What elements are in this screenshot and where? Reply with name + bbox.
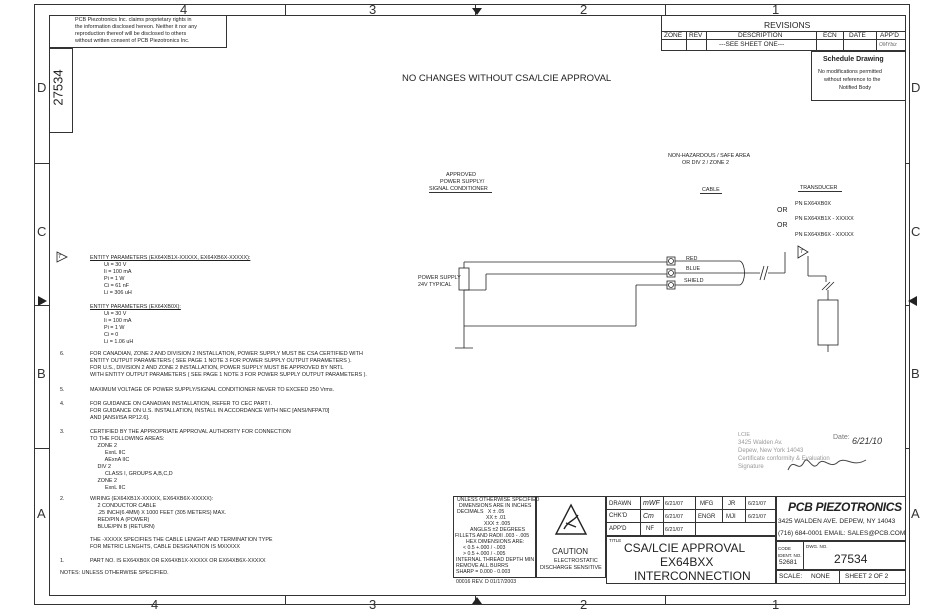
note3-line: DIV 2 xyxy=(90,464,111,470)
scale-label: SCALE: xyxy=(779,573,803,580)
sheet-label: SHEET 2 OF 2 xyxy=(845,573,889,580)
signature-scribble xyxy=(780,448,875,478)
stamp-date-label: Date: xyxy=(833,434,850,441)
zone-top-1: 1 xyxy=(772,2,780,17)
note6-line: FOR U.S., DIVISION 2 AND ZONE 2 INSTALLATION, POWER SUPPLY MUST BE APPROVED BY NRTL xyxy=(90,365,344,371)
rev-col-appd: APP'D xyxy=(880,32,899,39)
caution-line: ELECTROSTATIC xyxy=(554,558,598,564)
cable-label: CABLE xyxy=(702,187,720,193)
note6-line: ENTITY OUTPUT PARAMETERS ( SEE PAGE 1 NOTE 3 FOR POWER SUPPLY OUTPUT PARAMETERS ). xyxy=(90,358,352,364)
schedule-line: No modifications permitted xyxy=(818,69,882,75)
zone-bottom-1: 1 xyxy=(772,597,780,612)
pn-line: PN EX64XB1X - XXXXX xyxy=(795,216,854,222)
wire-blue: BLUE xyxy=(686,266,701,272)
side-dwg-number: 27534 xyxy=(50,69,66,106)
note4-line: FOR GUIDANCE ON U.S. INSTALLATION, INSTALL IN ACCORDANCE WITH NEC [ANSI/NFPA70] xyxy=(90,408,330,414)
area-label: OR DIV 2 / ZONE 2 xyxy=(682,160,730,166)
company-line: (716) 684-0001 EMAIL: SALES@PCB.COM xyxy=(778,530,906,537)
schedule-line: without reference to the xyxy=(824,77,881,83)
note7a-title: ENTITY PARAMETERS (EX64XB1X-XXXXX, EX64XB6X-XXXXX): xyxy=(90,255,251,261)
note2-line: .25 INCH(6.4MM) X 1000 FEET (305 METERS) MAX. xyxy=(90,510,227,516)
code-ident-label: CODE IDENT. NO. xyxy=(778,546,802,558)
stamp-date: 6/21/10 xyxy=(852,436,883,446)
caution-line: DISCHARGE SENSITIVE xyxy=(540,565,602,571)
note7a-line: Ii = 100 mA xyxy=(104,269,132,275)
approved-label: APPROVED xyxy=(446,172,476,178)
company-logo: PCB PIEZOTRONICS xyxy=(788,500,902,514)
zone-bottom-3: 3 xyxy=(369,597,377,612)
note3-line: CLASS I, GROUPS A,B,C,D xyxy=(90,471,173,477)
schedule-title: Schedule Drawing xyxy=(823,56,884,63)
note5-line: MAXIMUM VOLTAGE OF POWER SUPPLY/SIGNAL CONDITIONER NEVER TO EXCEED 250 Vrms. xyxy=(90,387,335,393)
note-number: 2. xyxy=(60,496,65,502)
note-number: 6. xyxy=(60,351,65,357)
zone-right-C: C xyxy=(911,224,921,239)
note2-line: RED/PIN A (POWER) xyxy=(90,517,150,523)
note7b-line: Pi = 1 W xyxy=(104,325,125,331)
note2-line: 2 CONDUCTOR CABLE xyxy=(90,503,157,509)
proprietary-line: without written consent of PCB Piezotronics Inc. xyxy=(75,38,190,44)
schedule-line: Notified Body xyxy=(839,85,872,91)
zone-left-B: B xyxy=(37,366,46,381)
note3-line: ExnL IIC xyxy=(90,450,126,456)
note7a-line: Ui = 30 V xyxy=(104,262,127,268)
esd-icon xyxy=(554,503,588,537)
note7-flag-number: 7 xyxy=(58,254,61,260)
note7b-title: ENTITY PARAMETERS (EX64XB0X): xyxy=(90,304,181,310)
title-label: TITLE xyxy=(609,538,622,543)
note-number: 5. xyxy=(60,387,65,393)
company-line: 3425 WALDEN AVE. DEPEW, NY 14043 xyxy=(778,518,896,525)
rev-row: ---SEE SHEET ONE--- xyxy=(719,41,785,48)
note7b-line: Li = 1.06 uH xyxy=(104,339,134,345)
zone-bottom-4: 4 xyxy=(151,597,159,612)
caution-title: CAUTION xyxy=(552,547,588,556)
note2-line: FOR METRIC LENGHTS, CABLE DESIGNATION IS MXXXXX xyxy=(90,544,240,550)
lcie-stamp: LCIE 3425 Walden Av. Depew, New York 14043 Certificate conformity & Evaluation Signature xyxy=(738,432,830,470)
note2-line: THE -XXXXX SPECIFIES THE CABLE LENGHT AND TERMINATION TYPE xyxy=(90,537,273,543)
revisions-title: REVISIONS xyxy=(764,20,811,30)
title-line: INTERCONNECTION xyxy=(634,569,751,583)
note-number: 4. xyxy=(60,401,65,407)
scale-value: NONE xyxy=(811,573,830,580)
tolerance-rev: 00016 REV. D 01/17/2003 xyxy=(456,579,517,585)
zone-top-3: 3 xyxy=(369,2,377,17)
proprietary-line: the information disclosed hereon. Neither it nor any xyxy=(75,24,197,30)
wire-shield: SHIELD xyxy=(684,278,704,284)
note7a-line: Li = 306 uH xyxy=(104,290,132,296)
note6-line: FOR CANADIAN, ZONE 2 AND DIVISION 2 INSTALLATION, POWER SUPPLY MUST BE CSA CERTIFIED WITH xyxy=(90,351,363,357)
zone-right-B: B xyxy=(911,366,920,381)
note7a-line: Pi = 1 W xyxy=(104,276,125,282)
area-label: NON-HAZARDOUS / SAFE AREA xyxy=(668,153,751,159)
approved-label: POWER SUPPLY/ xyxy=(440,179,485,185)
note7b-line: Ci = 0 xyxy=(104,332,119,338)
wire-red: RED xyxy=(686,256,698,262)
rev-col-rev: REV xyxy=(689,32,703,39)
dwg-no-label: DWG. NO. xyxy=(806,544,828,549)
rev-col-description: DESCRIPTION xyxy=(738,32,783,39)
title-line: EX64BXX xyxy=(660,555,714,569)
rev-col-ecn: ECN xyxy=(823,32,837,39)
note1-line: PART NO. IS EX64XB0X OR EX64XB1X-XXXXX OR EX64XB6X-XXXXX xyxy=(90,558,266,564)
transducer-label: TRANSDUCER xyxy=(800,185,838,191)
zone-right-D: D xyxy=(911,80,921,95)
dwg-no: 27534 xyxy=(834,552,868,566)
note3-line: ExnL IIC xyxy=(90,485,126,491)
zone-left-A: A xyxy=(37,506,46,521)
approved-label: SIGNAL CONDITIONER xyxy=(429,186,488,192)
title-line: CSA/LCIE APPROVAL xyxy=(624,541,746,555)
rev-col-zone: ZONE xyxy=(664,32,683,39)
note6-line: WITH ENTITY OUTPUT PARAMETERS ( SEE PAGE 1 NOTE 3 FOR POWER SUPPLY OUTPUT PARAMETERS ). xyxy=(90,372,367,378)
note4-line: FOR GUIDANCE ON CANADIAN INSTALLATION, REFER TO CEC PART I. xyxy=(90,401,273,407)
or-label: OR xyxy=(777,207,788,214)
zone-right-A: A xyxy=(911,506,920,521)
note-number: 3. xyxy=(60,429,65,435)
note3-line: ZONE 2 xyxy=(90,478,117,484)
pn-line: PN EX64XB6X - XXXXX xyxy=(795,232,854,238)
note2-line: BLUE/PIN B (RETURN) xyxy=(90,524,155,530)
note3-line: TO THE FOLLOWING AREAS: xyxy=(90,436,165,442)
zone-bottom-2: 2 xyxy=(580,597,588,612)
ps-label: 24V TYPICAL xyxy=(418,282,452,288)
note7b-line: Ui = 30 V xyxy=(104,311,127,317)
note3-line: ZONE 2 xyxy=(90,443,117,449)
rev-col-date: DATE xyxy=(849,32,866,39)
pn-line: PN EX64XB0X xyxy=(795,201,831,207)
note2-line: WIRING (EX64XB1X-XXXXX, EX64XB6X-XXXXX): xyxy=(90,496,214,502)
zone-top-2: 2 xyxy=(580,2,588,17)
proprietary-line: PCB Piezotronics Inc. claims proprietary rights in xyxy=(75,17,192,23)
zone-left-C: C xyxy=(37,224,47,239)
note4-line: AND [ANSI/ISA RP12.6]. xyxy=(90,415,150,421)
notes-footer: NOTES: UNLESS OTHERWISE SPECIFIED. xyxy=(60,570,169,576)
note7a-line: Ci = 61 nF xyxy=(104,283,130,289)
note3-line: AExnA IIC xyxy=(90,457,130,463)
zone-top-4: 4 xyxy=(180,2,188,17)
zone-left-D: D xyxy=(37,80,47,95)
code-ident-value: 52681 xyxy=(779,559,798,566)
or-label: OR xyxy=(777,222,788,229)
main-note: NO CHANGES WITHOUT CSA/LCIE APPROVAL xyxy=(402,73,612,84)
ps-label: POWER SUPPLY xyxy=(418,275,461,281)
rev-appd: OMYbiz xyxy=(879,42,897,48)
note-number: 1. xyxy=(60,558,65,564)
flag-number: 7 xyxy=(800,249,803,255)
note3-line: CERTIFIED BY THE APPROPRIATE APPROVAL AUTHORITY FOR CONNECTION xyxy=(90,429,291,435)
note7b-line: Ii = 100 mA xyxy=(104,318,132,324)
proprietary-line: reproduction thereof will be disclosed to others xyxy=(75,31,187,37)
